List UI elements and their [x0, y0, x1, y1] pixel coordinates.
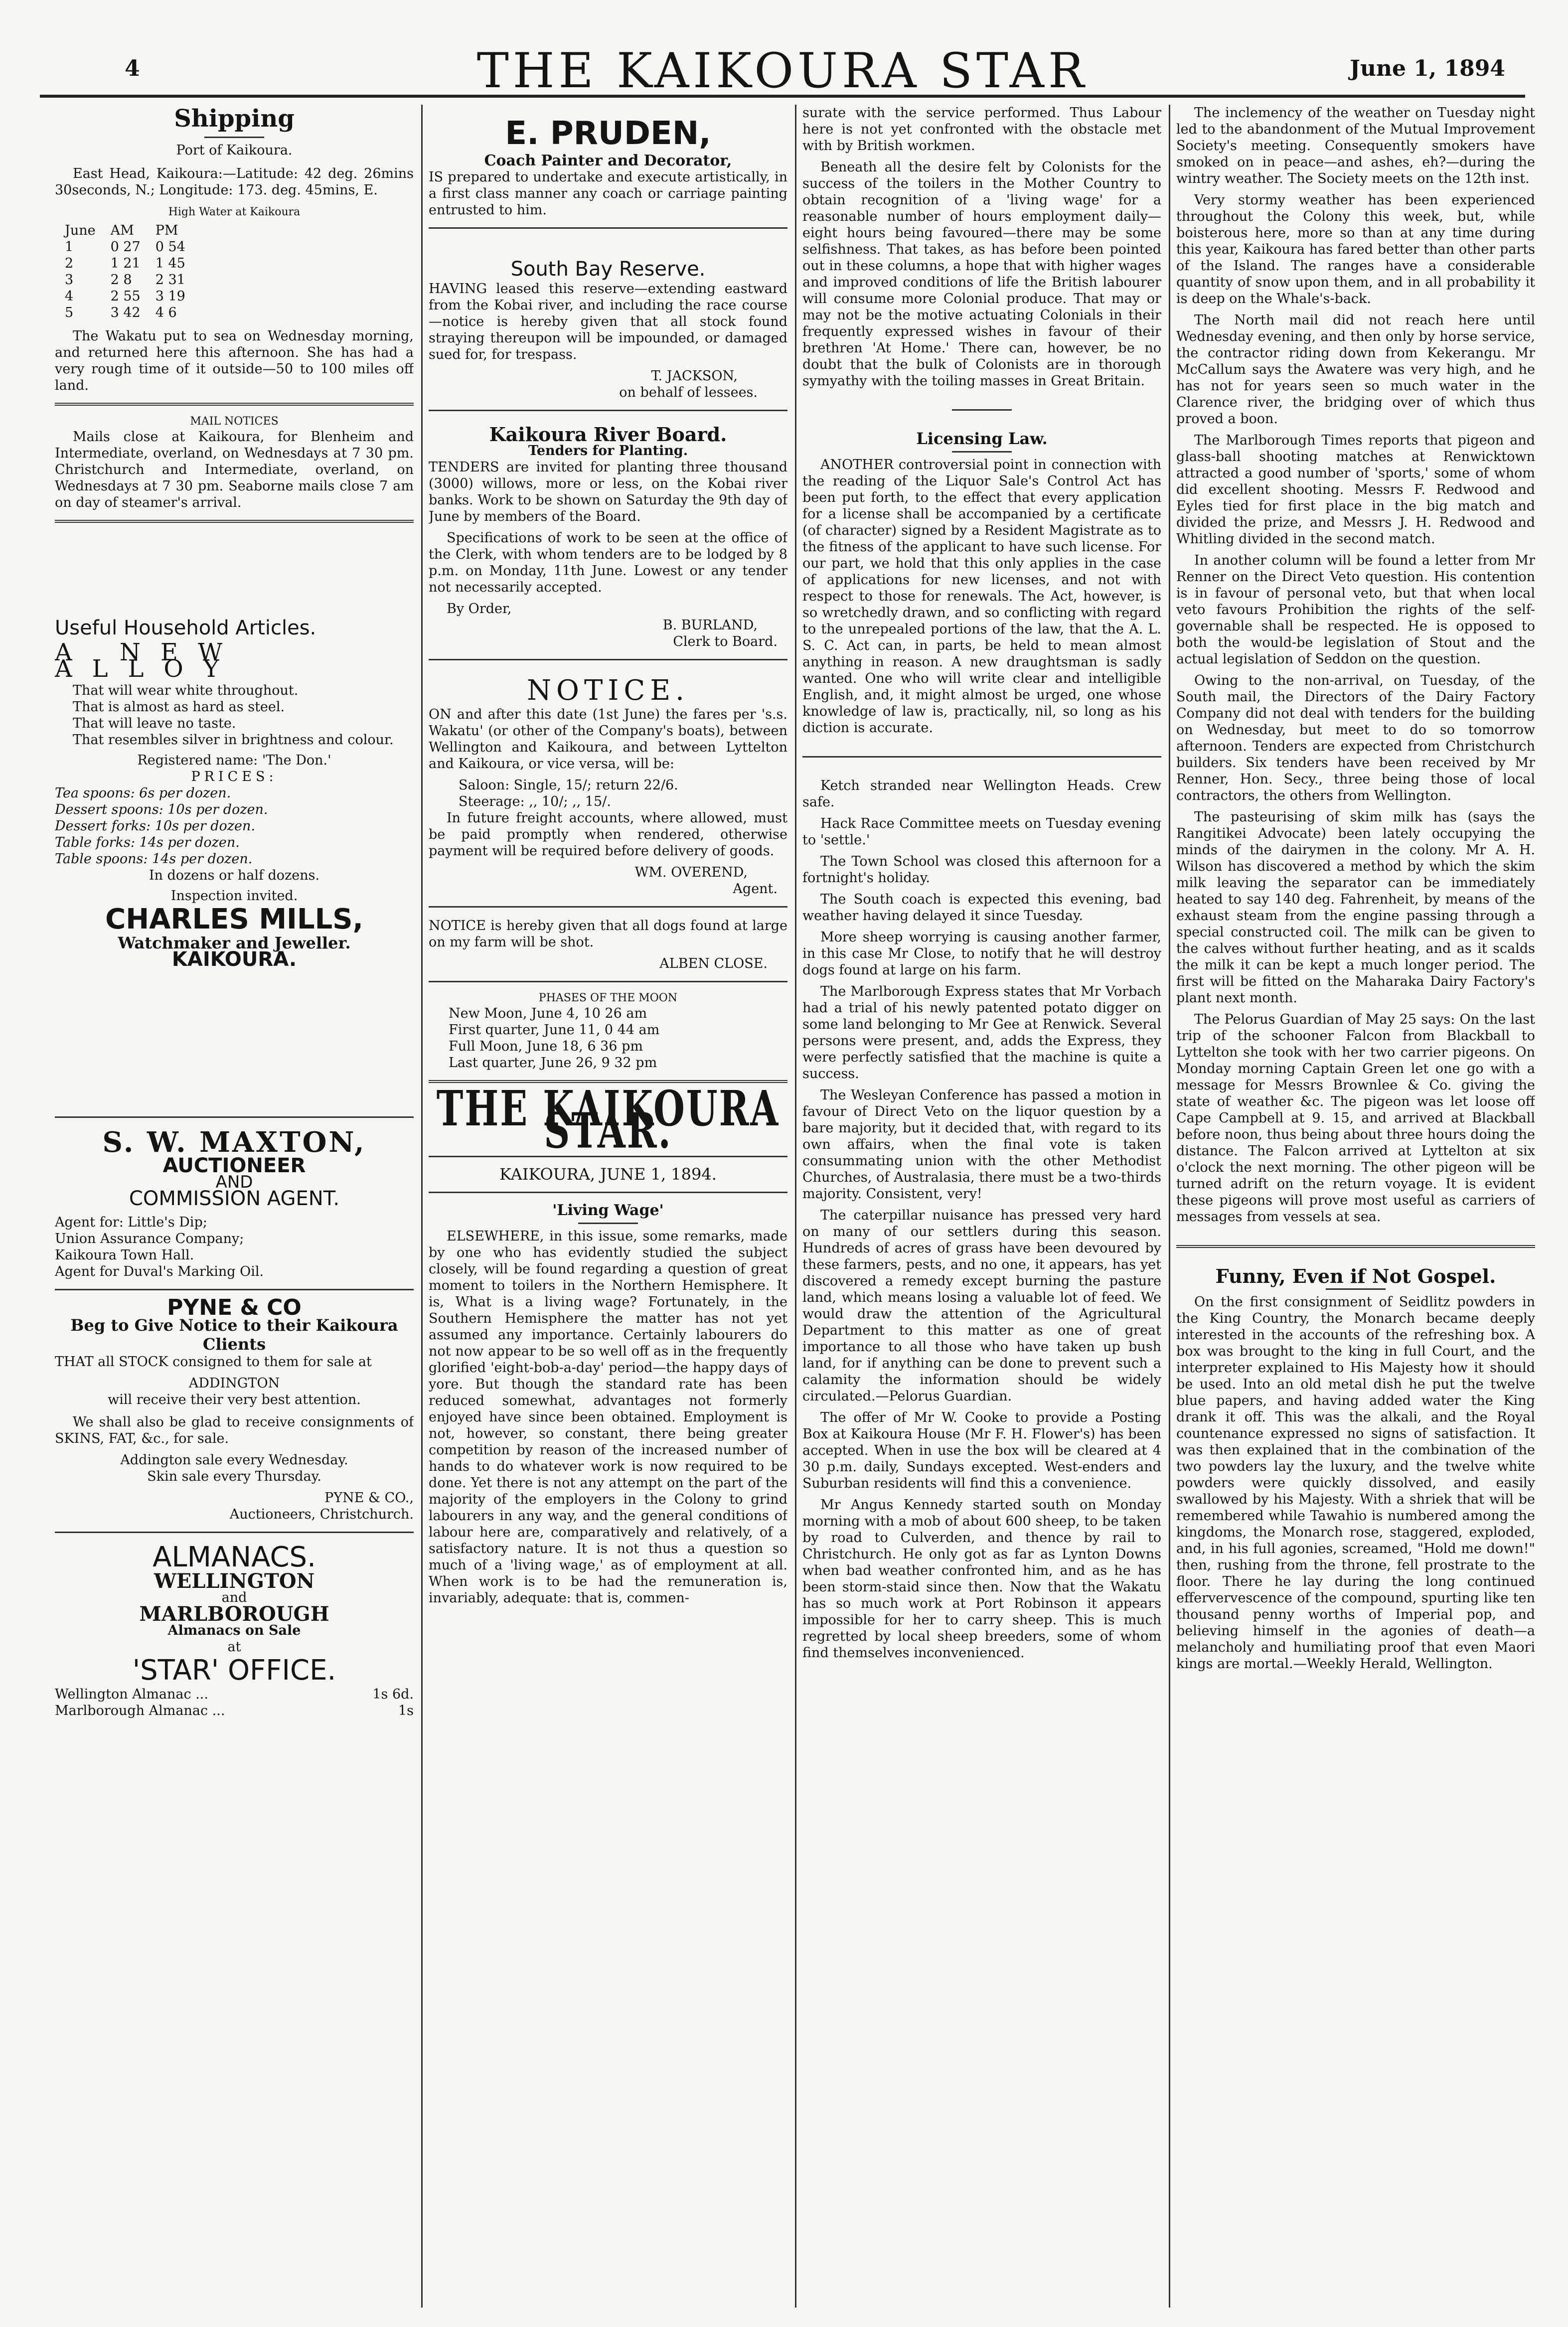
moon-line: First quarter, June 11, 0 44 am: [449, 1022, 660, 1038]
watchmaker-text: Watchmaker and Jeweller.: [118, 933, 351, 952]
marlborough-text: MARLBOROUGH: [139, 1602, 329, 1626]
dogs-notice-signature: ALBEN CLOSE.: [659, 956, 768, 971]
price-line: Dessert forks: 10s per dozen.: [55, 818, 255, 834]
divider: [1176, 1245, 1535, 1248]
news-item: The offer of Mr W. Cooke to provide a Posting Box at Kaikoura House (Mr F. H. Flower's) has been accepted. When in use the box will be cleared at 4 30 p.m. daily, Sundays excepted. West-enders and Suburban residents will find this a convenience.: [802, 1410, 1161, 1491]
notice-text: In future freight accounts, where allowed, must be paid promptly when rendered, otherwise payment will be required before delivery of goods.: [429, 810, 787, 859]
pyne-signature: Auctioneers, Christchurch.: [229, 1507, 414, 1522]
column-divider: [421, 105, 423, 2308]
star-office-text: 'STAR' OFFICE.: [132, 1654, 336, 1687]
position-text: East Head, Kaikoura:—Latitude: 42 deg. 26mins 30seconds, N.; Longitude: 173. deg. 45mins, E.: [55, 166, 414, 198]
divider: [429, 1192, 787, 1193]
news-item: In another column will be found a letter from Mr Renner on the Direct Veto question. His contention is in favour of personal veto, but that when local veto favours Prohibition the rights of the self-governable shall be respected. He is opposed to both the would-be legislation of Stout and the actual legislation of Seddon on the question.: [1176, 553, 1535, 667]
issue-date: June 1, 1894: [1350, 56, 1505, 81]
pyne-signature: PYNE & CO.,: [324, 1490, 414, 1506]
divider: [429, 906, 787, 908]
river-board-subheading: Tenders for Planting.: [528, 443, 688, 459]
almanacs-heading: ALMANACS.: [153, 1541, 316, 1573]
south-bay-heading: South Bay Reserve.: [510, 258, 706, 281]
river-board-signature: B. BURLAND,: [662, 618, 758, 633]
table-row: 2 1 21 1 45: [65, 256, 185, 271]
and-text: AND: [215, 1172, 253, 1192]
news-item: Very stormy weather has been experienced throughout the Colony this week, but, while boisterous here, more so than at any time during this year, Kaikoura has fared better than other parts of the Island. The ranges have a considerable quantity of snow upon them, and in all probability it is deep on the Whale's-back.: [1176, 192, 1535, 307]
column-4: [1176, 105, 1535, 2308]
agent-line: Agent for Duval's Marking Oil.: [55, 1264, 264, 1279]
divider: [204, 137, 264, 138]
almanacs-sale-text: Almanacs on Sale: [167, 1623, 301, 1638]
living-wage-paragraph: Beneath all the desire felt by Colonists for the success of the toilers in the Mother Country to obtain recognition of a 'living wage' for a reasonable number of hours employment daily—eight hours being favoured—there may be some selfishness. That takes, as has before been pointed out in these columns, a hope that with higher wages and improved conditions of life the British labourer will consume more Colonial produce. That may or may not be the motive actuating Colonials in their frequently expressed wishes in favour of their brethren 'At Home.' There can, however, be no doubt that the bulk of Colonists are in thorough symyathy with the toiling masses in Great Britain.: [802, 159, 1161, 389]
divider: [429, 227, 787, 229]
addington-text: ADDINGTON: [188, 1376, 280, 1391]
page-header: [40, 40, 1525, 110]
river-board-heading: Kaikoura River Board.: [489, 423, 727, 446]
living-wage-heading: 'Living Wage': [552, 1202, 664, 1219]
notice-signature: Agent.: [733, 881, 778, 897]
almanac-price-row: Marlborough Almanac ... 1s: [55, 1703, 414, 1718]
river-board-signature: Clerk to Board.: [673, 634, 778, 649]
south-bay-signature: T. JACKSON,: [651, 368, 738, 384]
alloy-line: That will leave no taste.: [73, 716, 236, 731]
table-header: PM: [155, 223, 178, 238]
alloy-line: That will wear white throughout.: [73, 683, 299, 698]
port-heading: Port of Kaikoura.: [176, 143, 293, 158]
alloy-line: That resembles silver in brightness and colour.: [73, 732, 394, 748]
south-bay-text: HAVING leased this reserve—extending eastward from the Kobai river, and including the race course—notice is hereby given that all stock found straying thereupon will be impounded, or damaged sued for, for trespass.: [429, 281, 787, 362]
dozens-text: In dozens or half dozens.: [149, 868, 320, 883]
living-wage-continued: surate with the service performed. Thus Labour here is not yet confronted with the obstacle met with by British workmen.: [802, 105, 1161, 154]
divider: [55, 520, 414, 523]
licensing-heading: Licensing Law.: [916, 429, 1048, 448]
moon-line: Full Moon, June 18, 6 36 pm: [449, 1039, 643, 1054]
divider: [55, 1289, 414, 1290]
licensing-text: ANOTHER controversial point in connection with the reading of the Liquor Sale's Control Act has been put forth, to the effect that every application for a license shall be accompanied by a certificate (of character) signed by a Resident Magistrate as to the fitness of the applicant to have such license. For our part, we hold that this only applies in the case of applications for new licenses, and not with respect to those for renewals. The Act, however, is so wretchedly drawn, and so conflicting with regard to the unrepealed portions of the law, that the A. L. S. C. Act can, in parts, be held to mean almost anything in reason. A new draughtsman is sadly wanted. One who will write clear and intelligible English, and, it might almost be urged, one whose knowledge of law is, practically, nil, so long as his diction is accurate.: [802, 457, 1161, 736]
pruden-subheading: Coach Painter and Decorator,: [484, 152, 732, 169]
kaikoura-text: KAIKOURA.: [171, 948, 297, 971]
newspaper-title: THE KAIKOURA STAR: [476, 43, 1089, 99]
pruden-heading: E. PRUDEN,: [505, 115, 711, 152]
notice-heading: NOTICE.: [527, 674, 689, 707]
notice-text: ON and after this date (1st June) the fares per 's.s. Wakatu' (or other of the Company's boats), between Wellington and Kaikoura, and between Lyttelton and Kaikoura, or vice versa, will be:: [429, 707, 787, 772]
divider: [952, 451, 1012, 453]
by-order: By Order,: [447, 601, 512, 617]
news-item: More sheep worrying is causing another farmer, in this case Mr Close, to notify that he will destroy dogs found at large on his farm.: [802, 930, 1161, 978]
divider: [55, 1116, 414, 1118]
south-bay-signature: on behalf of lessees.: [619, 385, 758, 400]
news-item: The inclemency of the weather on Tuesday night led to the abandonment of the Mutual Improvement Society's meeting. Consequently smokers have smoked on in peace—and ashes, eh?—during the wintry weather. The Society meets on the 12th inst.: [1176, 105, 1535, 186]
auctioneer-text: AUCTIONEER: [162, 1154, 306, 1177]
table-row: 1 0 27 0 54: [65, 239, 185, 255]
high-water-heading: High Water at Kaikoura: [168, 206, 301, 218]
divider: [429, 981, 787, 982]
divider: [952, 409, 1012, 411]
masthead: THE KAIKOURA STAR.: [436, 1080, 780, 1159]
news-item: Hack Race Committee meets on Tuesday evening to 'settle.': [802, 816, 1161, 848]
price-line: Table spoons: 14s per dozen.: [55, 851, 253, 867]
header-rule: [40, 95, 1525, 98]
charles-mills-heading: CHARLES MILLS,: [105, 903, 363, 935]
pyne-sale: Skin sale every Thursday.: [147, 1469, 321, 1484]
pyne-heading: PYNE & CO: [167, 1295, 302, 1320]
news-item: The Pelorus Guardian of May 25 says: On the last trip of the schooner Falcon from Blackball to Lyttelton she took with her two carrier pigeons. On Monday morning Captain Green let one go with a message for Messrs Brownlee & Co. giving the state of weather &c. The pigeon was let loose off Cape Campbell at 9. 15, and arrived at Blackball before noon, thus being about three hours doing the distance. The Falcon arrived at Lyttelton at six o'clock the next morning. The other pigeon will be turned adrift on the return voyage. It is evident these pigeons will prove most useful as carriers of messages from vessels at sea.: [1176, 1012, 1535, 1225]
divider: [55, 1532, 414, 1533]
fare-line: Saloon: Single, 15/; return 22/6.: [459, 777, 678, 793]
commission-agent-text: COMMISSION AGENT.: [129, 1187, 340, 1210]
dateline: KAIKOURA, JUNE 1, 1894.: [499, 1165, 717, 1184]
column-2: [429, 105, 787, 2308]
column-divider: [1169, 105, 1170, 2308]
river-board-text: TENDERS are invited for planting three thousand (3000) willows, more or less, on the Kobai river banks. Work to be shown on Saturday the 9th day of June by members of the Board.: [429, 460, 787, 524]
moon-line: Last quarter, June 26, 9 32 pm: [449, 1055, 657, 1071]
news-item: Owing to the non-arrival, on Tuesday, of the South mail, the Directors of the Dairy Factory Company did not deal with tenders for the building on Wednesday, but meet to do so tomorrow afternoon. Tenders are expected from Christchurch builders. Six tenders have been received by Mr Renner, Hon. Secy., three being those of local contractors, the others from Wellington.: [1176, 673, 1535, 803]
agent-line: Kaikoura Town Hall.: [55, 1247, 194, 1263]
wellington-text: WELLINGTON: [154, 1569, 315, 1593]
useful-articles-heading: Useful Household Articles.: [55, 617, 316, 639]
news-item: The Marlborough Times reports that pigeon and glass-ball shooting matches at Renwicktown attracted a good number of 'sports,' some of whom did excellent shooting. Messrs F. Redwood and Eyles tied for first place in the big match and divided the prize, and Messrs J. H. Redwood and Whitling divided in the second match.: [1176, 433, 1535, 547]
news-item: The pasteurising of skim milk has (says the Rangitikei Advocate) been lately occupying the minds of the dairymen in the colony. Mr A. H. Wilson has discovered a method by which the skim milk leaving the separator can be immediately heated to say 140 deg. Fahrenheit, by means of the exhaust steam from the engine passing through a special constructed coil. The milk can be given to the calves without further heating, and as it scalds the milk it can be kept a much longer period. The first will be fitted on the Maharaka Dairy Factory's plant next month.: [1176, 809, 1535, 1006]
living-wage-text: ELSEWHERE, in this issue, some remarks, made by one who has evidently studied the subject closely, will be found regarding a question of great moment to toilers in the Northern Hemisphere. It is, What is a living wage? Fortunately, in the Southern Hemisphere the matter has not yet assumed any importance. Certainly labourers do not now appear to be so well off as in the frequently glorified 'eight-bob-a-day' period—the happy days of yore. But though the standard rate has been reduced somewhat, advantages not formerly enjoyed have since been obtained. Employment is not, however, so constant, there being greater competition by reason of the increased number of hands to do whatever work is now required to be done. Yet there is not any attempt on the part of the majority of the employers in the Colony to grind labourers in any way, and the general conditions of labour here are, comparatively and relatively, of a satisfactory nature. It is not thus a question so much of a 'living wage,' as of employment at all. When work is to be had the remuneration is, invariably, adequate: that is, commen-: [429, 1229, 787, 1606]
price-line: Table forks: 14s per dozen.: [55, 835, 240, 850]
pyne-notice: Beg to Give Notice to their Kaikoura Clients: [70, 1316, 398, 1354]
alloy-line: That is almost as hard as steel.: [73, 699, 285, 715]
moon-heading: PHASES OF THE MOON: [538, 992, 678, 1004]
agent-line: Union Assurance Company;: [55, 1231, 244, 1246]
table-row: 4 2 55 3 19: [65, 289, 185, 304]
divider: [429, 659, 787, 660]
notice-signature: WM. OVEREND,: [634, 865, 748, 880]
divider: [1326, 1288, 1386, 1290]
funny-text: On the first consignment of Seidlitz powders in the King Country, the Monarch became deeply interested in the accounts of the refreshing box. A box was brought to the king in full Court, and the interpreter explained to His Majesty how it should be used. Into an old metal dish he put the twelve blue papers, and having added water the King drank it off. This was the alkali, and the Royal countenance expressed no signs of satisfaction. It was then explained that in the combination of the two powders lay the luxury, and the twelve white powders were quickly dissolved, and easily swallowed by his Majesty. With a shriek that will be remembered while Tawahio is numbered among the kingdoms, the Monarch rose, staggered, exploded, and, in his full agonies, screamed, "Hold me down!" then, rushing from the throne, fell prostrate to the floor. There he lay during the long continued effervervescence of the compound, spurting like ten thousand penny worths of Imperial pop, and believing himself in the agonies of death—a melancholy and humiliating proof that even Maori kings are mortal.—Weekly Herald, Wellington.: [1176, 1294, 1535, 1672]
news-item: The Wesleyan Conference has passed a motion in favour of Direct Veto on the liquor question by a bare majority, but it decided that, with regard to its own affairs, when the final vote is taken consummating union with the other Methodist Churches, of Australasia, there must be a two-thirds majority. Consistent, very!: [802, 1087, 1161, 1202]
news-item: The Town School was closed this afternoon for a fortnight's holiday.: [802, 854, 1161, 886]
new-alloy-heading: A NEW ALLOY: [55, 638, 243, 683]
news-item: The South coach is expected this evening, bad weather having delayed it since Tuesday.: [802, 892, 1161, 924]
news-item: Ketch stranded near Wellington Heads. Crew safe.: [802, 778, 1161, 810]
funny-heading: Funny, Even if Not Gospel.: [1215, 1265, 1496, 1287]
almanac-price-row: Wellington Almanac ... 1s 6d.: [55, 1687, 414, 1702]
column-divider: [795, 105, 796, 2308]
mail-notices-heading: MAIL NOTICES: [190, 415, 279, 428]
column-1: [55, 105, 414, 2308]
pyne-text: THAT all STOCK consigned to them for sale at: [55, 1354, 372, 1370]
agent-line: Agent for: Little's Dip;: [55, 1215, 207, 1230]
and-text: and: [221, 1590, 247, 1605]
table-header: AM: [110, 223, 134, 238]
registered-name: Registered name: 'The Don.': [137, 753, 331, 768]
divider: [55, 403, 414, 406]
maxton-heading: S. W. MAXTON,: [102, 1126, 366, 1159]
mail-notices-text: Mails close at Kaikoura, for Blenheim and Intermediate, overland, on Wednesdays at 7 30 pm. Christchurch and Intermediate, overland, on Wednesdays at 7 30 pm. Seaborne mails close 7 am on day of steamer's arrival.: [55, 429, 414, 510]
at-text: at: [227, 1639, 241, 1655]
price-line: Dessert spoons: 10s per dozen.: [55, 802, 268, 817]
column-3: [802, 105, 1161, 2308]
divider: [802, 756, 1161, 758]
news-item: The North mail did not reach here until Wednesday evening, and then only by horse service, the contractor riding down from Kekerangu. Mr McCallum says the Awatere was very high, and he has not for years seen so much water in the Clarence river, the bridging over of which thus proved a boon.: [1176, 312, 1535, 427]
high-water-table: [65, 222, 200, 321]
moon-line: New Moon, June 4, 10 26 am: [449, 1006, 647, 1021]
dogs-notice-text: NOTICE is hereby given that all dogs found at large on my farm will be shot.: [429, 918, 787, 950]
prices-heading: PRICES:: [191, 769, 278, 784]
pyne-sale: Addington sale every Wednesday.: [120, 1452, 348, 1468]
table-row: 5 3 42 4 6: [65, 305, 177, 320]
page-number: 4: [125, 56, 140, 81]
river-board-text: Specifications of work to be seen at the office of the Clerk, with whom tenders are to be lodged by 8 p.m. on Monday, 11th June. Lowest or any tender not necessarily accepted.: [429, 530, 787, 595]
pruden-text: IS prepared to undertake and execute artistically, in a first class manner any coach or carriage painting entrusted to him.: [429, 169, 787, 218]
divider: [578, 1223, 638, 1224]
table-header: June: [65, 223, 96, 238]
divider: [429, 410, 787, 411]
news-item: The caterpillar nuisance has pressed very hard on many of our settlers during this season. Hundreds of acres of grass have been devoured by these farmers, pests, and no one, it appears, has yet discovered a remedy except burning the pasture land, which means losing a valuable lot of feed. We would draw the attention of the Agricultural Department to this matter as one of great importance to all those who have taken up bush land, for if anything can be done to prevent such a calamity the information should be widely circulated.—Pelorus Guardian.: [802, 1208, 1161, 1404]
fare-line: Steerage: ,, 10/; ,, 15/.: [459, 794, 611, 809]
inspection-text: Inspection invited.: [170, 888, 298, 904]
table-row: 3 2 8 2 31: [65, 272, 185, 288]
price-line: Tea spoons: 6s per dozen.: [55, 785, 231, 801]
news-item: Mr Angus Kennedy started south on Monday morning with a mob of about 600 sheep, to be taken by road to Culverden, and thence by rail to Christchurch. He only got as far as Lynton Downs when bad weather confronted him, and as he has been storm-staid since then. Now that the Wakatu has so much work at Port Robinson it appears impossible for her to carry sheep. This is much regretted by local sheep breeders, some of whom find themselves inconvenienced.: [802, 1497, 1161, 1661]
shipping-heading: Shipping: [174, 105, 295, 133]
pyne-attention: will receive their very best attention.: [108, 1392, 361, 1407]
pyne-skins: We shall also be glad to receive consignments of SKINS, FAT, &c., for sale.: [55, 1414, 414, 1446]
wakatu-text: The Wakatu put to sea on Wednesday morning, and returned here this afternoon. She has had a very rough time of it outside—50 to 100 miles off land.: [55, 328, 414, 393]
news-item: The Marlborough Express states that Mr Vorbach had a trial of his newly patented potato digger on some land belonging to Mr Gee at Renwick. Several persons were present, and, adds the Express, they were perfectly satisfied that the machine is quite a success.: [802, 984, 1161, 1082]
